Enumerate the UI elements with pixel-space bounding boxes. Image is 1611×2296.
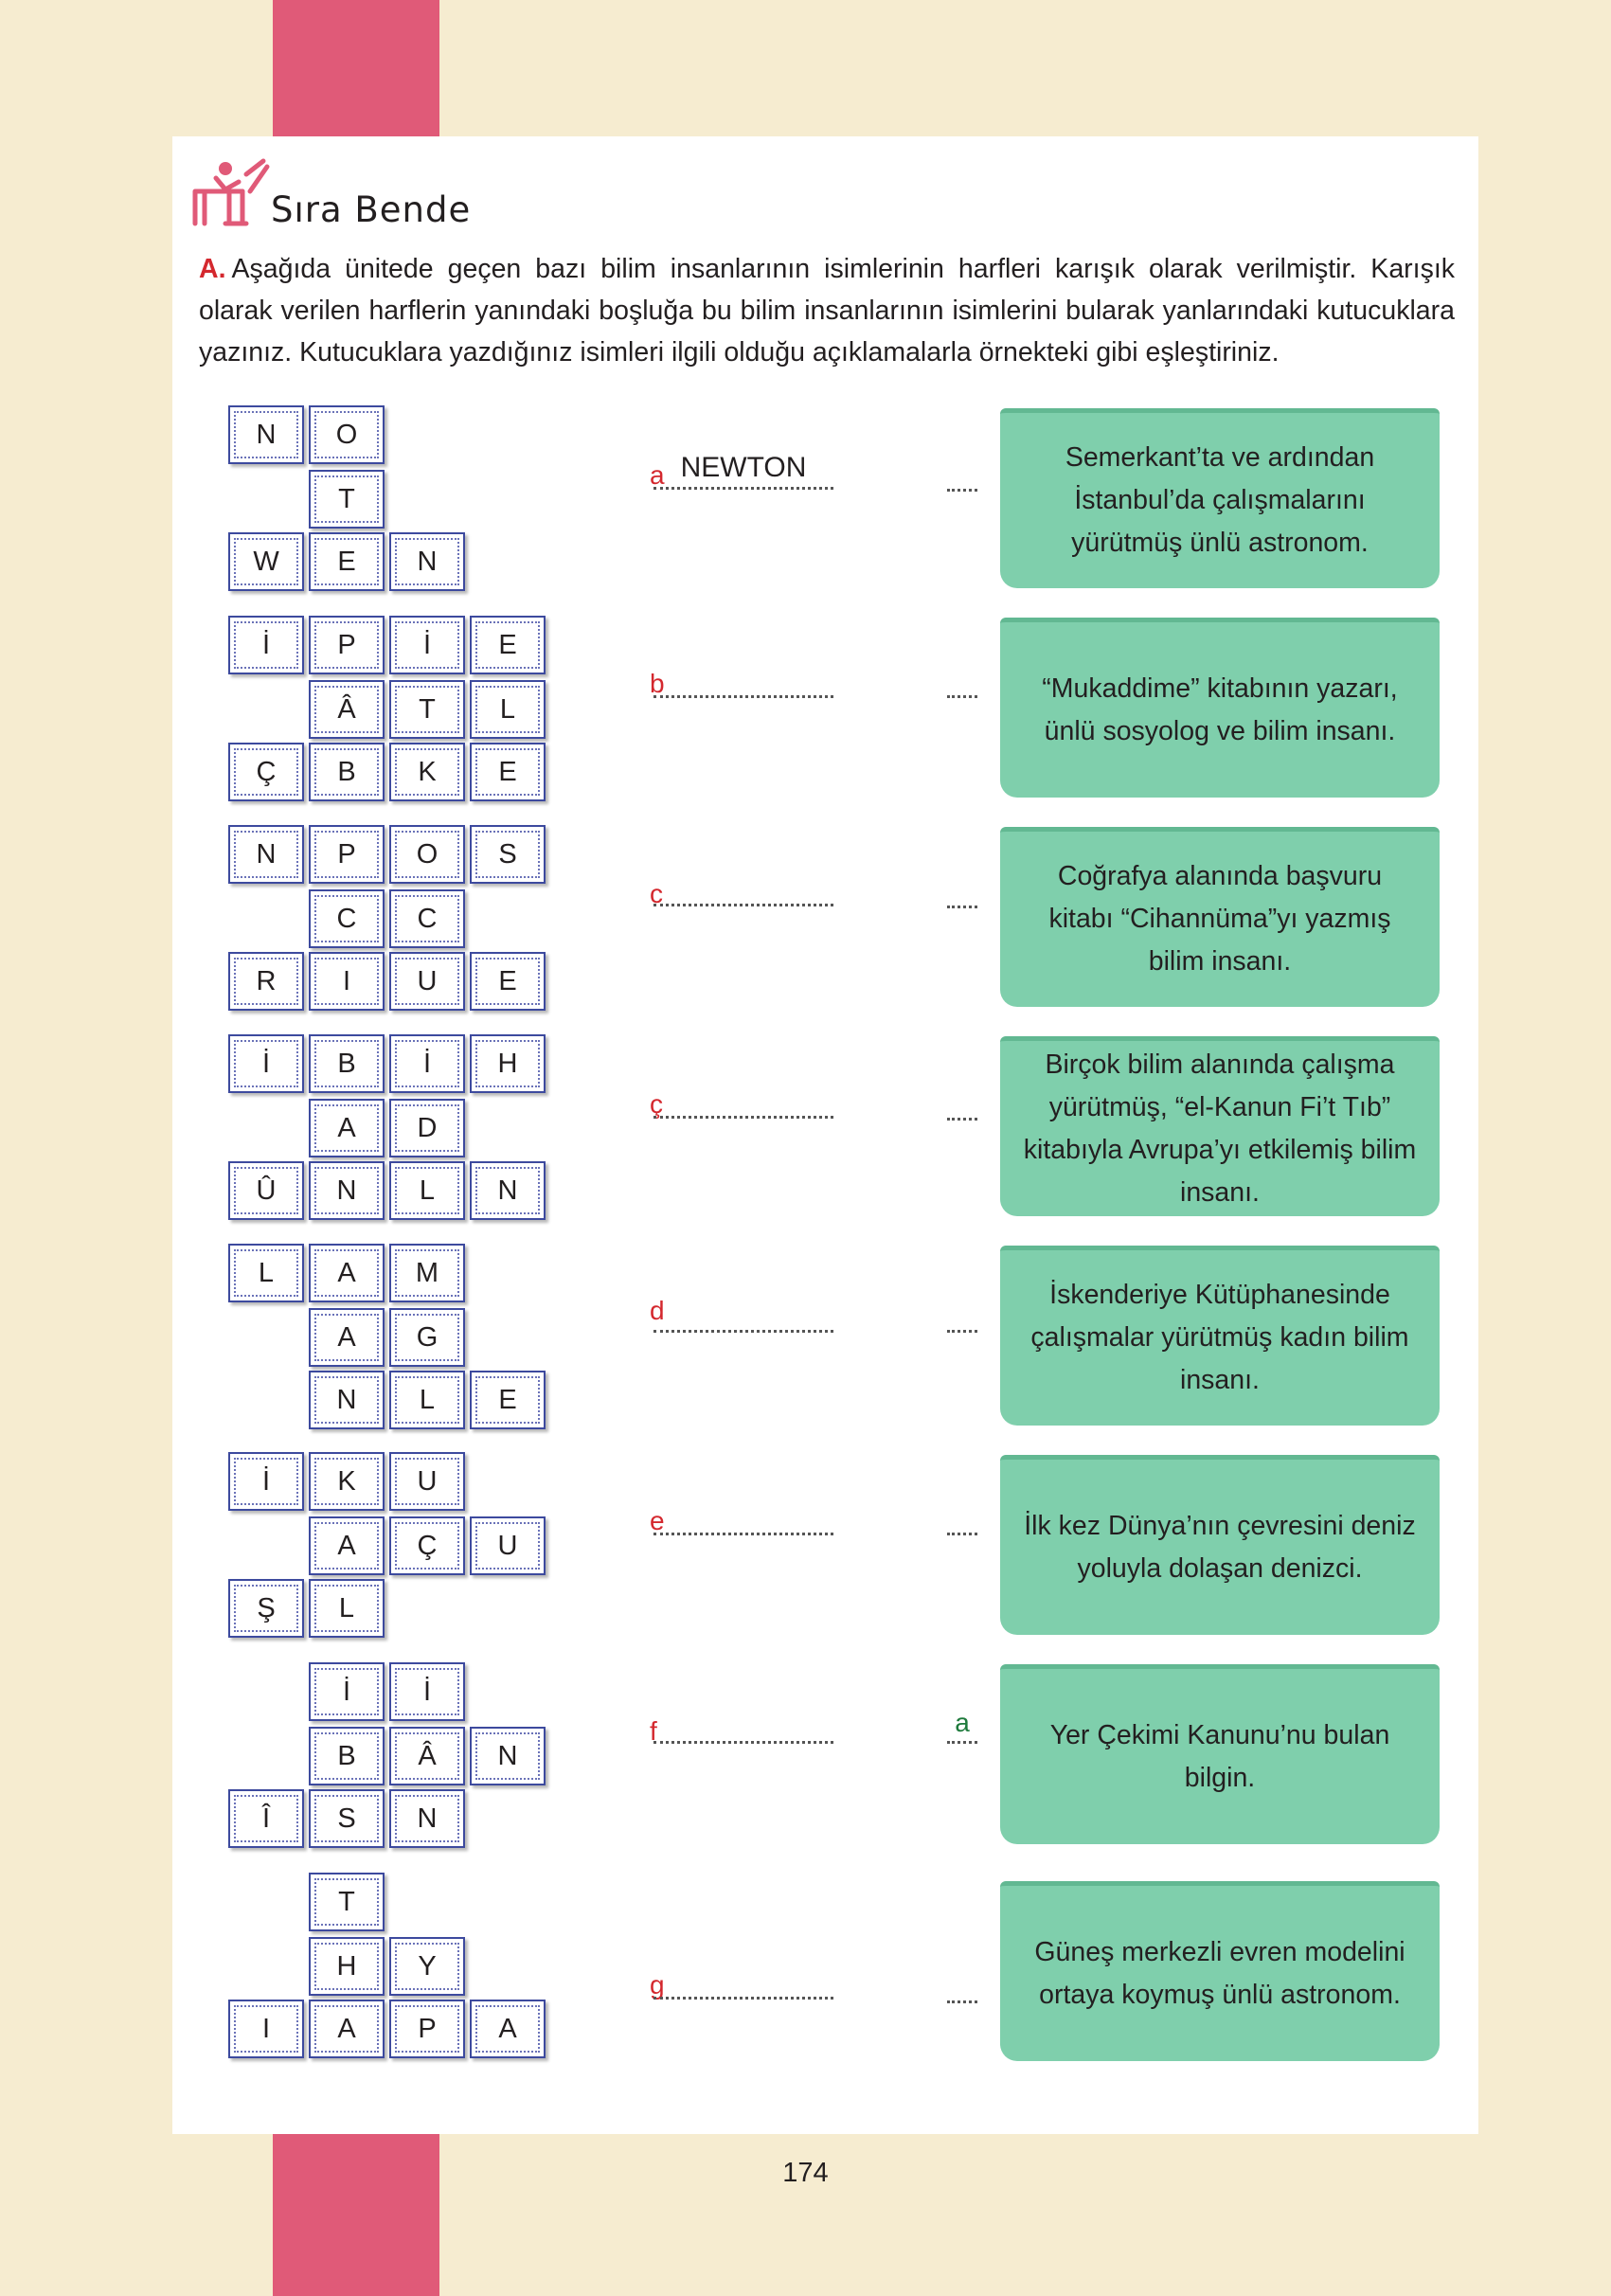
item-letter: a <box>650 460 665 490</box>
letter-box: O <box>309 405 385 464</box>
item-letter: ç <box>650 1089 663 1119</box>
letter-box: I <box>309 952 385 1011</box>
letter-box: Y <box>389 1937 465 1996</box>
description-card: Güneş merkezli evren modelini ortaya koymuş ünlü astronom. <box>1000 1881 1440 2061</box>
item-letter: b <box>650 669 665 698</box>
letter-box: C <box>389 889 465 948</box>
letter-box: İ <box>389 616 465 674</box>
instructions <box>199 248 1455 373</box>
letter-box: N <box>228 405 304 464</box>
letter-box: N <box>309 1161 385 1220</box>
letter-box: Û <box>228 1161 304 1220</box>
letter-box: N <box>470 1727 546 1785</box>
letter-box: U <box>470 1516 546 1575</box>
letter-box: T <box>309 470 385 529</box>
letter-box: İ <box>228 1034 304 1093</box>
letter-box: B <box>309 1727 385 1785</box>
match-blank[interactable] <box>947 455 977 492</box>
item-letter: d <box>650 1296 665 1325</box>
letter-box: E <box>470 1371 546 1429</box>
letter-box: D <box>389 1099 465 1157</box>
description-card: İlk kez Dünya’nın çevresini deniz yoluyla dolaşan denizci. <box>1000 1455 1440 1635</box>
letter-box: G <box>389 1308 465 1367</box>
letter-box: P <box>389 2000 465 2058</box>
letter-box: K <box>389 743 465 801</box>
answer-blank[interactable] <box>653 866 833 906</box>
match-blank[interactable] <box>947 1296 977 1333</box>
letter-box: Î <box>228 1789 304 1848</box>
letter-box: C <box>309 889 385 948</box>
letter-box: S <box>470 825 546 884</box>
description-card: Semerkant’ta ve ardından İstanbul’da çalışmalarını yürütmüş ünlü astronom. <box>1000 408 1440 588</box>
answer-blank[interactable] <box>653 1959 833 2000</box>
answer-blank[interactable] <box>653 657 833 698</box>
letter-box: R <box>228 952 304 1011</box>
letter-box: T <box>389 680 465 739</box>
letter-box: H <box>309 1937 385 1996</box>
letter-box: P <box>309 825 385 884</box>
answer-blank[interactable] <box>653 1078 833 1119</box>
letter-box: B <box>309 743 385 801</box>
page-number: 174 <box>782 2158 829 2188</box>
description-card: Coğrafya alanında başvuru kitabı “Cihannüma”yı yazmış bilim insanı. <box>1000 827 1440 1007</box>
letter-box: E <box>470 743 546 801</box>
letter-box: A <box>309 1516 385 1575</box>
letter-box: L <box>389 1371 465 1429</box>
letter-box: N <box>389 532 465 591</box>
instructions-text: Aşağıda ünitede geçen bazı bilim insanlarının isimlerinin harfleri karışık olarak verilmiştir. Karışık olarak verilen harflerin yanındaki boşluğa bu bilim insanlarının isimlerini bularak yanlarındaki kutucuklara yazınız. Kutucuklara yazdığınız isimleri ilgili olduğu açıklamalarla örnekteki gibi eşleştiriniz. <box>199 254 1455 368</box>
letter-box: E <box>470 616 546 674</box>
letter-box: L <box>309 1579 385 1638</box>
letter-box: Ç <box>228 743 304 801</box>
item-letter: f <box>650 1716 657 1746</box>
letter-box: U <box>389 952 465 1011</box>
match-blank[interactable]: a <box>947 1707 977 1744</box>
answer-blank[interactable] <box>653 1292 833 1333</box>
description-card: Yer Çekimi Kanunu’nu bulan bilgin. <box>1000 1664 1440 1844</box>
match-blank[interactable] <box>947 1498 977 1535</box>
letter-box: P <box>309 616 385 674</box>
letter-box: İ <box>389 1662 465 1721</box>
letter-box: I <box>228 2000 304 2058</box>
letter-box: Â <box>389 1727 465 1785</box>
letter-box: E <box>309 532 385 591</box>
student-desk-icon <box>188 157 273 229</box>
letter-box: L <box>389 1161 465 1220</box>
answer-blank[interactable] <box>653 1495 833 1535</box>
letter-box: E <box>470 952 546 1011</box>
answer-blank[interactable]: NEWTON <box>653 449 833 490</box>
letter-box: W <box>228 532 304 591</box>
item-letter: g <box>650 1970 665 2000</box>
match-blank[interactable] <box>947 871 977 908</box>
letter-box: L <box>228 1244 304 1302</box>
letter-box: Ç <box>389 1516 465 1575</box>
letter-box: L <box>470 680 546 739</box>
letter-box: A <box>309 2000 385 2058</box>
letter-box: N <box>470 1161 546 1220</box>
letter-box: A <box>309 1244 385 1302</box>
letter-box: Â <box>309 680 385 739</box>
letter-box: İ <box>228 1452 304 1511</box>
letter-box: Ş <box>228 1579 304 1638</box>
item-letter: c <box>650 879 663 908</box>
letter-box: A <box>309 1308 385 1367</box>
letter-box: T <box>309 1873 385 1931</box>
answer-blank[interactable] <box>653 1703 833 1744</box>
letter-box: İ <box>389 1034 465 1093</box>
letter-box: S <box>309 1789 385 1848</box>
letter-box: N <box>309 1371 385 1429</box>
item-letter: e <box>650 1506 665 1535</box>
description-card: İskenderiye Kütüphanesinde çalışmalar yürütmüş kadın bilim insanı. <box>1000 1246 1440 1426</box>
letter-box: N <box>228 825 304 884</box>
description-card: Birçok bilim alanında çalışma yürütmüş, “el-Kanun Fi’t Tıb” kitabıyla Avrupa’yı etkilemiş bilim insanı. <box>1000 1036 1440 1216</box>
match-blank[interactable] <box>947 661 977 698</box>
letter-box: İ <box>309 1662 385 1721</box>
letter-box: A <box>470 2000 546 2058</box>
letter-box: İ <box>228 616 304 674</box>
letter-box: H <box>470 1034 546 1093</box>
match-blank[interactable] <box>947 1084 977 1121</box>
match-blank[interactable] <box>947 1966 977 2003</box>
letter-box: B <box>309 1034 385 1093</box>
instructions-label: A. <box>199 254 226 284</box>
letter-box: O <box>389 825 465 884</box>
top-accent-bar <box>273 0 439 138</box>
section-title: Sıra Bende <box>271 189 472 230</box>
letter-box: U <box>389 1452 465 1511</box>
letter-box: M <box>389 1244 465 1302</box>
letter-box: A <box>309 1099 385 1157</box>
description-card: “Mukaddime” kitabının yazarı, ünlü sosyolog ve bilim insanı. <box>1000 618 1440 798</box>
letter-box: N <box>389 1789 465 1848</box>
letter-box: K <box>309 1452 385 1511</box>
